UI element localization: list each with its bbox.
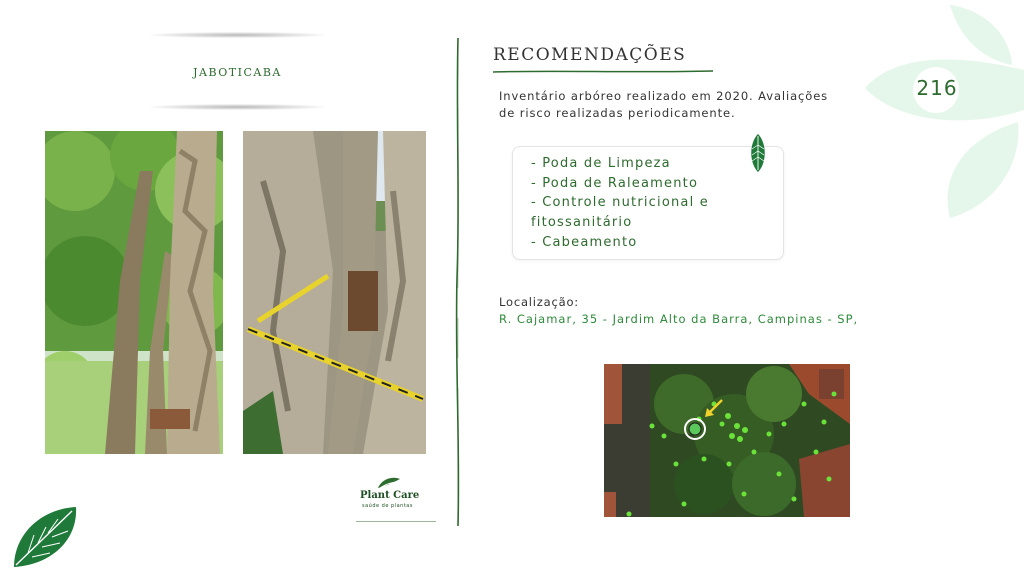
list-item: - Poda de Limpeza (531, 156, 671, 171)
title-card-shadow-top (150, 32, 325, 38)
logo-underline (356, 521, 436, 522)
satellite-map (604, 364, 850, 517)
plant-care-logo (356, 474, 436, 524)
leaf-icon (748, 133, 768, 173)
list-item: - Controle nutricional e (531, 195, 709, 211)
vertical-divider (455, 38, 461, 526)
logo-tagline: saúde de plantas (362, 503, 413, 509)
list-item: fitossanitário (531, 215, 633, 231)
heading-underline (493, 70, 713, 73)
logo-name: Plant Care (360, 490, 420, 501)
tree-species-title: JABOTICABA (193, 66, 282, 79)
title-card-shadow-bottom (150, 104, 325, 110)
recommendations-heading: RECOMENDAÇÕES (493, 45, 687, 65)
location-arrow-icon (702, 398, 724, 420)
intro-line-1: Inventário arbóreo realizado em 2020. Avaliações (499, 89, 829, 103)
leaf-icon (376, 476, 402, 490)
title-card (150, 36, 325, 106)
location-address: R. Cajamar, 35 - Jardim Alto da Barra, Campinas - SP, (499, 312, 859, 326)
decorative-leaf-cluster (860, 0, 1024, 230)
list-item: - Poda de Raleamento (531, 175, 699, 191)
intro-line-2: de risco realizadas periodicamente. (499, 106, 736, 120)
intro-text (499, 88, 859, 122)
location-label: Localização: (499, 295, 579, 309)
leaf-icon (10, 505, 80, 569)
list-item: - Cabeamento (531, 234, 638, 250)
tree-photo-canopy (45, 131, 223, 454)
recommendations-list (531, 154, 776, 253)
tree-photo-trunk (243, 131, 426, 454)
page-number: 216 (916, 76, 958, 100)
